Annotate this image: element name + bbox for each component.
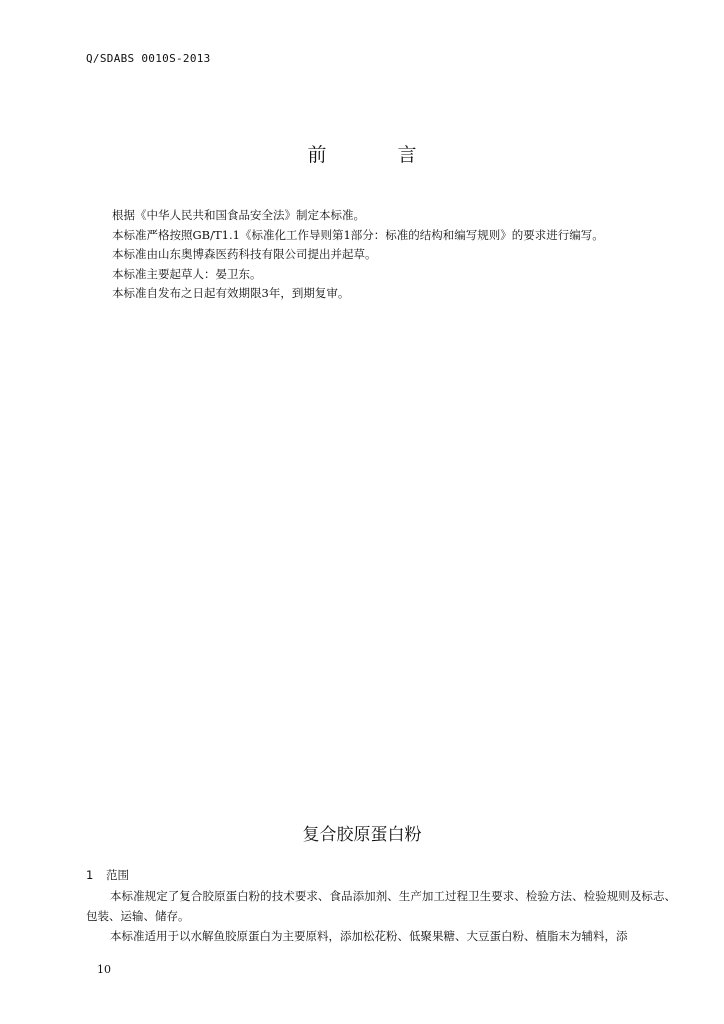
preface-line: 本标准由山东奥博森医药科技有限公司提出并起草。 <box>112 247 377 261</box>
section-body <box>86 886 676 946</box>
section-paragraph: 本标准规定了复合胶原蛋白粉的技术要求、食品添加剂、生产加工过程卫生要求、检验方法、检验规则及标志、包装、运输、储存。 <box>86 889 676 923</box>
section-heading-text: 范围 <box>106 868 129 882</box>
document-title: 复合胶原蛋白粉 <box>302 825 422 845</box>
preface-body <box>112 206 604 304</box>
preface-line: 本标准自发布之日起有效期限3年，到期复审。 <box>112 286 350 300</box>
page-number: 10 <box>97 963 111 976</box>
section-number: 1 <box>86 868 94 882</box>
preface-title: 前 言 <box>307 144 443 166</box>
preface-line: 本标准主要起草人：晏卫东。 <box>112 266 262 281</box>
preface-line: 本标准严格按照GB/T1.1《标准化工作导则第1部分：标准的结构和编写规则》的要求进行编写。 <box>112 227 604 242</box>
section-paragraph: 本标准适用于以水解鱼胶原蛋白为主要原料，添加松花粉、低聚果糖、大豆蛋白粉、植脂末为辅料，添 <box>110 929 628 943</box>
preface-line: 根据《中华人民共和国食品安全法》制定本标准。 <box>112 208 365 222</box>
standard-code: Q/SDABS 0010S-2013 <box>86 52 211 65</box>
section-heading <box>86 867 129 883</box>
